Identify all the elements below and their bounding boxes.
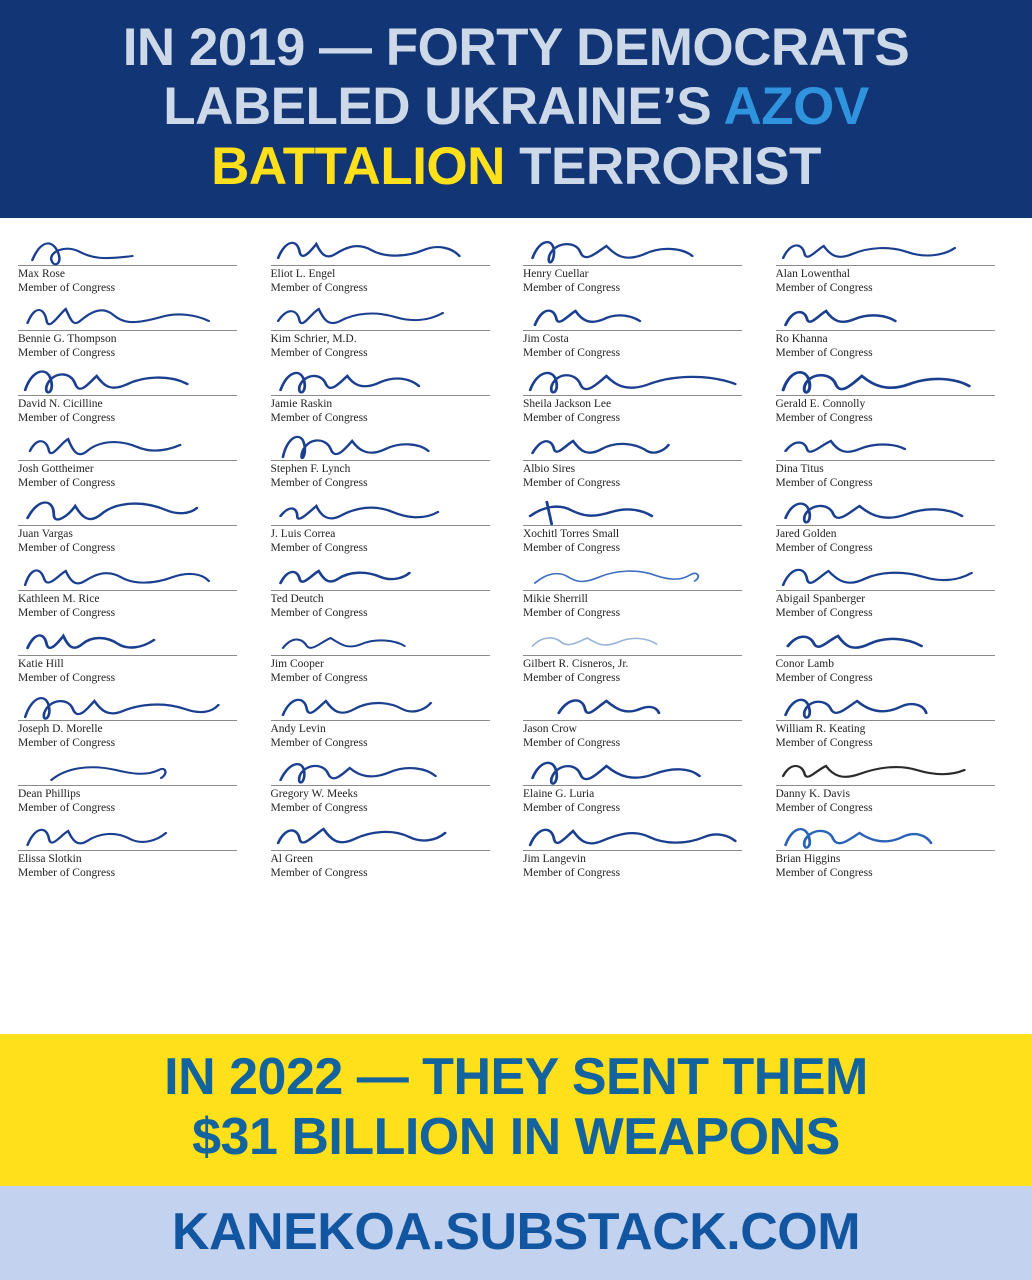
signature-scribble-icon <box>18 494 257 528</box>
signature-entry <box>18 559 257 620</box>
signature-entry <box>271 624 510 685</box>
signature-entry <box>18 624 257 685</box>
signature-name: Joseph D. Morelle <box>18 723 103 736</box>
signature-scribble-icon <box>271 364 510 398</box>
signature-scribble-icon <box>18 754 257 788</box>
signature-title: Member of Congress <box>523 607 621 620</box>
signature-title: Member of Congress <box>523 542 621 555</box>
signature-entry <box>776 624 1015 685</box>
signature-name: Juan Vargas <box>18 528 73 541</box>
signature-scribble-icon <box>776 494 1015 528</box>
signature-name: Stephen F. Lynch <box>270 463 351 476</box>
signature-scribble-icon <box>271 624 510 658</box>
signature-scribble-icon <box>271 819 510 853</box>
source-url[interactable]: KANEKOA.SUBSTACK.COM <box>171 1203 861 1261</box>
signature-scribble-icon <box>18 364 257 398</box>
header-azov-highlight: AZOV <box>723 77 869 137</box>
signature-column-1 <box>14 234 261 1028</box>
signature-title: Member of Congress <box>523 477 621 490</box>
signature-entry <box>271 494 510 555</box>
signature-scribble-icon <box>523 234 762 268</box>
signature-scribble-icon <box>523 624 762 658</box>
signature-title: Member of Congress <box>18 412 116 425</box>
signature-name: Jim Costa <box>523 333 569 346</box>
signature-title: Member of Congress <box>523 347 621 360</box>
signature-entry <box>776 494 1015 555</box>
signature-title: Member of Congress <box>775 347 873 360</box>
signature-name: Dean Phillips <box>18 788 81 801</box>
signature-name: Katie Hill <box>18 658 64 671</box>
signature-entry <box>18 494 257 555</box>
signature-title: Member of Congress <box>270 282 368 295</box>
signature-entry <box>523 689 762 750</box>
signature-scribble-icon <box>523 689 762 723</box>
signature-title: Member of Congress <box>270 607 368 620</box>
signature-name: Gregory W. Meeks <box>270 788 358 801</box>
signature-column-3 <box>519 234 766 1028</box>
signature-entry <box>776 234 1015 295</box>
signature-title: Member of Congress <box>523 282 621 295</box>
signature-entry <box>523 429 762 490</box>
signature-title: Member of Congress <box>18 282 116 295</box>
signature-title: Member of Congress <box>18 347 116 360</box>
signature-scribble-icon <box>776 364 1015 398</box>
signature-name: Elissa Slotkin <box>18 853 82 866</box>
header-line-3-suffix: TERRORIST <box>504 136 821 196</box>
signature-entry <box>271 234 510 295</box>
signature-title: Member of Congress <box>523 802 621 815</box>
signature-entry <box>523 624 762 685</box>
signature-entry <box>776 299 1015 360</box>
signature-entry <box>523 299 762 360</box>
signature-title: Member of Congress <box>18 802 116 815</box>
signature-scribble-icon <box>18 819 257 853</box>
signature-name: Alan Lowenthal <box>775 268 850 281</box>
signature-scribble-icon <box>776 624 1015 658</box>
header-banner <box>0 0 1032 218</box>
signature-name: Max Rose <box>18 268 65 281</box>
signature-title: Member of Congress <box>18 737 116 750</box>
signature-scribble-icon <box>523 494 762 528</box>
signature-name: Henry Cuellar <box>523 268 589 281</box>
signature-scribble-icon <box>18 624 257 658</box>
signature-entry <box>523 234 762 295</box>
signature-title: Member of Congress <box>18 542 116 555</box>
signature-title: Member of Congress <box>270 542 368 555</box>
signature-title: Member of Congress <box>270 412 368 425</box>
signature-scribble-icon <box>271 299 510 333</box>
signature-scribble-icon <box>271 754 510 788</box>
signature-scribble-icon <box>776 754 1015 788</box>
signature-name: Andy Levin <box>270 723 326 736</box>
signature-entry <box>271 364 510 425</box>
signature-title: Member of Congress <box>775 477 873 490</box>
signature-title: Member of Congress <box>270 672 368 685</box>
signature-entry <box>776 754 1015 815</box>
signature-entry <box>18 754 257 815</box>
signature-scribble-icon <box>523 819 762 853</box>
signature-name: Eliot L. Engel <box>270 268 336 281</box>
signature-entry <box>18 429 257 490</box>
signature-title: Member of Congress <box>775 607 873 620</box>
signature-name: David N. Cicilline <box>18 398 103 411</box>
footer-banner <box>0 1186 1032 1280</box>
signature-entry <box>523 364 762 425</box>
yellow-line-2: $31 BILLION IN WEAPONS <box>192 1108 840 1167</box>
signature-title: Member of Congress <box>18 867 116 880</box>
signature-scribble-icon <box>271 494 510 528</box>
signature-name: Danny K. Davis <box>775 788 850 801</box>
signature-grid <box>0 218 1032 1034</box>
signature-entry <box>776 559 1015 620</box>
signature-name: Kim Schrier, M.D. <box>270 333 357 346</box>
signature-name: Elaine G. Luria <box>523 788 595 801</box>
signature-entry <box>271 559 510 620</box>
signature-name: William R. Keating <box>775 723 866 736</box>
signature-name: Xochitl Torres Small <box>523 528 620 541</box>
signature-scribble-icon <box>18 689 257 723</box>
signature-scribble-icon <box>776 559 1015 593</box>
signature-title: Member of Congress <box>18 477 116 490</box>
signature-title: Member of Congress <box>18 607 116 620</box>
signature-column-4 <box>772 234 1019 1028</box>
signature-entry <box>776 689 1015 750</box>
signature-entry <box>18 299 257 360</box>
signature-name: Kathleen M. Rice <box>18 593 100 606</box>
signature-name: Bennie G. Thompson <box>18 333 117 346</box>
signature-column-2 <box>267 234 514 1028</box>
signature-entry <box>776 819 1015 880</box>
header-line-2 <box>10 77 1022 136</box>
signature-name: J. Luis Correa <box>270 528 336 541</box>
signature-scribble-icon <box>776 689 1015 723</box>
signature-title: Member of Congress <box>775 412 873 425</box>
signature-entry <box>776 364 1015 425</box>
signature-scribble-icon <box>271 429 510 463</box>
signature-scribble-icon <box>271 689 510 723</box>
signature-entry <box>523 819 762 880</box>
header-battalion-highlight: BATTALION <box>211 136 505 196</box>
signature-name: Mikie Sherrill <box>523 593 588 606</box>
signature-scribble-icon <box>523 429 762 463</box>
signature-entry <box>523 559 762 620</box>
signature-name: Al Green <box>270 853 313 866</box>
signature-title: Member of Congress <box>523 867 621 880</box>
signature-entry <box>18 689 257 750</box>
signature-name: Sheila Jackson Lee <box>523 398 612 411</box>
signature-scribble-icon <box>271 559 510 593</box>
signature-scribble-icon <box>18 234 257 268</box>
signature-name: Conor Lamb <box>775 658 834 671</box>
signature-title: Member of Congress <box>775 282 873 295</box>
signature-name: Dina Titus <box>775 463 824 476</box>
signature-entry <box>271 754 510 815</box>
signature-name: Jason Crow <box>523 723 577 736</box>
signature-entry <box>523 754 762 815</box>
signature-title: Member of Congress <box>270 737 368 750</box>
signature-scribble-icon <box>523 299 762 333</box>
signature-title: Member of Congress <box>775 542 873 555</box>
signature-scribble-icon <box>523 754 762 788</box>
signature-scribble-icon <box>18 429 257 463</box>
signature-title: Member of Congress <box>270 802 368 815</box>
signature-title: Member of Congress <box>270 867 368 880</box>
signature-title: Member of Congress <box>775 737 873 750</box>
signature-entry <box>271 429 510 490</box>
signature-entry <box>18 234 257 295</box>
signature-entry <box>271 819 510 880</box>
signature-scribble-icon <box>18 559 257 593</box>
signature-scribble-icon <box>18 299 257 333</box>
signature-entry <box>271 689 510 750</box>
signature-scribble-icon <box>523 559 762 593</box>
signature-entry <box>18 364 257 425</box>
signature-scribble-icon <box>776 299 1015 333</box>
signature-name: Gilbert R. Cisneros, Jr. <box>523 658 629 671</box>
header-line-1: IN 2019 — FORTY DEMOCRATS <box>122 18 910 77</box>
signature-scribble-icon <box>776 234 1015 268</box>
signature-title: Member of Congress <box>775 867 873 880</box>
signature-name: Jim Cooper <box>270 658 324 671</box>
signature-name: Ro Khanna <box>775 333 828 346</box>
signature-scribble-icon <box>271 234 510 268</box>
signature-title: Member of Congress <box>523 672 621 685</box>
signature-title: Member of Congress <box>775 802 873 815</box>
yellow-banner <box>0 1034 1032 1186</box>
signature-scribble-icon <box>523 364 762 398</box>
signature-scribble-icon <box>776 819 1015 853</box>
header-line-2-prefix: LABELED UKRAINE’S <box>163 77 724 137</box>
signature-name: Jim Langevin <box>523 853 586 866</box>
signature-entry <box>523 494 762 555</box>
signature-name: Gerald E. Connolly <box>775 398 866 411</box>
signature-name: Josh Gottheimer <box>18 463 94 476</box>
signature-scribble-icon <box>776 429 1015 463</box>
signature-name: Jared Golden <box>775 528 837 541</box>
signature-entry <box>776 429 1015 490</box>
signature-name: Brian Higgins <box>775 853 841 866</box>
signature-title: Member of Congress <box>523 737 621 750</box>
signature-name: Abigail Spanberger <box>775 593 866 606</box>
signature-name: Jamie Raskin <box>270 398 333 411</box>
yellow-line-1: IN 2022 — THEY SENT THEM <box>164 1048 868 1107</box>
signature-entry <box>271 299 510 360</box>
signature-title: Member of Congress <box>775 672 873 685</box>
signature-title: Member of Congress <box>18 672 116 685</box>
signature-name: Albio Sires <box>523 463 576 476</box>
header-line-3 <box>10 137 1022 196</box>
signature-name: Ted Deutch <box>270 593 324 606</box>
signature-title: Member of Congress <box>270 347 368 360</box>
signature-title: Member of Congress <box>523 412 621 425</box>
signature-entry <box>18 819 257 880</box>
signature-title: Member of Congress <box>270 477 368 490</box>
